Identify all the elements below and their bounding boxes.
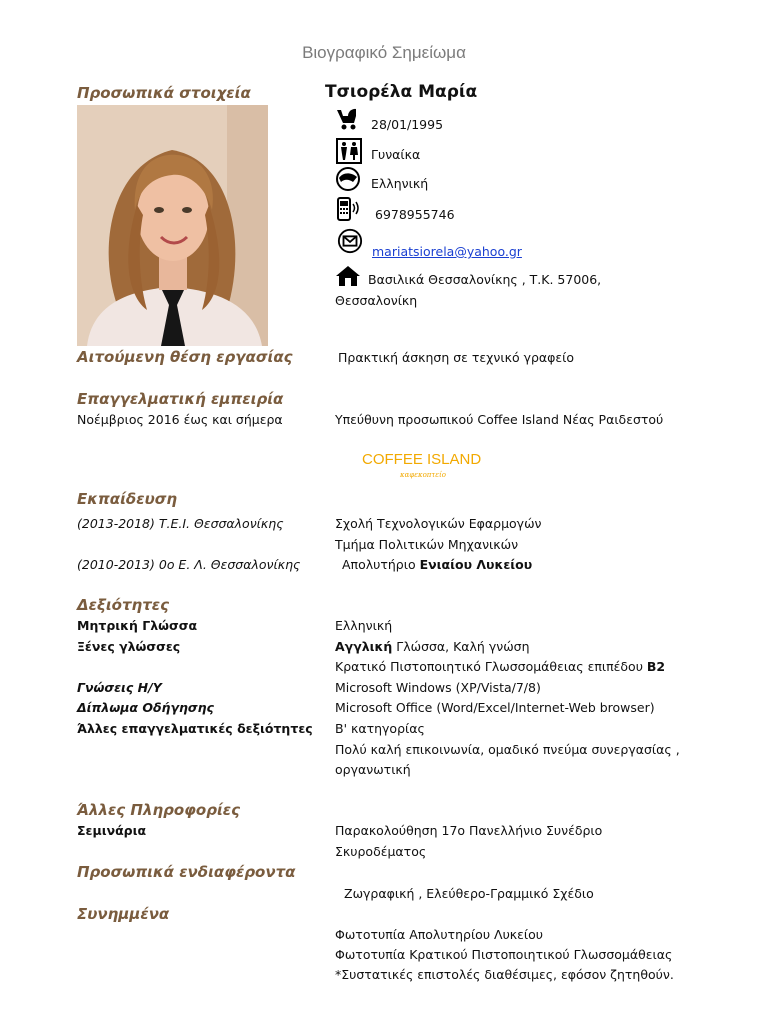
- nationality: Ελληνική: [371, 176, 429, 191]
- skill-other-label: Άλλες επαγγελματικές δεξιότητες: [77, 721, 313, 736]
- interests-value: Ζωγραφική , Ελεύθερο-Γραμμικό Σχέδιο: [344, 886, 594, 901]
- skill-license-value: Β' κατηγορίας: [335, 721, 425, 736]
- section-other-info: Άλλες Πληροφορίες: [77, 801, 241, 819]
- skill-other-value-1: Πολύ καλή επικοινωνία, ομαδικό πνεύμα συνεργασίας ,: [335, 742, 680, 757]
- education-row-1-department: Τμήμα Πολιτικών Μηχανικών: [335, 537, 519, 552]
- phone-icon: [335, 196, 361, 226]
- attachment-item-1: Φωτοτυπία Απολυτηρίου Λυκείου: [335, 927, 544, 942]
- section-personal: Προσωπικά στοιχεία: [77, 84, 251, 102]
- gender: Γυναίκα: [371, 147, 421, 162]
- education-row-1-school: Σχολή Τεχνολογικών Εφαρμογών: [335, 516, 542, 531]
- restroom-icon: [336, 138, 362, 168]
- stroller-icon: [334, 106, 360, 136]
- address-line-1: Βασιλικά Θεσσαλονίκης , Τ.Κ. 57006,: [368, 272, 602, 287]
- seminars-value-1: Παρακολούθηση 17ο Πανελλήνιο Συνέδριο: [335, 823, 603, 838]
- education-row-2-degree: Απολυτήριο Ενιαίου Λυκείου: [342, 557, 533, 572]
- skill-it-value: Microsoft Windows (XP/Vista/7/8): [335, 680, 541, 695]
- attachment-item-3: *Συστατικές επιστολές διαθέσιμες, εφόσον ζητηθούν.: [335, 967, 674, 982]
- address-line-2: Θεσσαλονίκη: [335, 293, 418, 308]
- education-row-2-period: (2010-2013) 0ο Ε. Λ. Θεσσαλονίκης: [77, 557, 301, 572]
- experience-role: Υπεύθυνη προσωπικού Coffee Island Νέας Ραιδεστού: [335, 412, 664, 427]
- birth-date: 28/01/1995: [371, 117, 444, 132]
- skill-native-value: Ελληνική: [335, 618, 393, 633]
- section-experience: Επαγγελματική εμπειρία: [77, 390, 284, 408]
- skill-foreign-value: Αγγλική Γλώσσα, Καλή γνώση: [335, 639, 530, 654]
- coffee-island-logo-subtitle: καφεκοπτείο: [400, 471, 446, 479]
- section-position: Αιτούμενη θέση εργασίας: [77, 348, 293, 366]
- mail-icon: [337, 228, 363, 258]
- email-link[interactable]: mariatsiorela@yahoo.gr: [372, 244, 522, 259]
- profile-photo: [77, 105, 268, 346]
- home-icon: [335, 263, 361, 293]
- education-row-1-period: (2013-2018) Τ.Ε.Ι. Θεσσαλονίκης: [77, 516, 284, 531]
- person-name: Τσιορέλα Μαρία: [325, 82, 478, 102]
- skill-office-value: Microsoft Office (Word/Excel/Internet-Web browser): [335, 700, 655, 715]
- section-interests: Προσωπικά ενδιαφέροντα: [77, 863, 296, 881]
- section-attachments: Συνημμένα: [77, 905, 170, 923]
- skill-foreign-label: Ξένες γλώσσες: [77, 639, 181, 654]
- position-value: Πρακτική άσκηση σε τεχνικό γραφείο: [338, 350, 575, 365]
- attachment-item-2: Φωτοτυπία Κρατικού Πιστοποιητικού Γλωσσομάθειας: [335, 947, 673, 962]
- skill-language-certificate: Κρατικό Πιστοποιητικό Γλωσσομάθειας επιπέδου Β2: [335, 659, 666, 674]
- coffee-island-logo: COFFEE ISLAND: [362, 451, 482, 468]
- document-title: Βιογραφικό Σημείωμα: [302, 43, 466, 62]
- experience-period: Νοέμβριος 2016 έως και σήμερα: [77, 412, 283, 427]
- seminars-value-2: Σκυροδέματος: [335, 844, 427, 859]
- skill-it-label: Γνώσεις Η/Υ: [77, 680, 162, 695]
- skill-license-label: Δίπλωμα Οδήγησης: [77, 700, 214, 715]
- seminars-label: Σεμινάρια: [77, 823, 147, 838]
- skill-other-value-2: οργανωτική: [335, 762, 411, 777]
- globe-icon: [335, 166, 361, 196]
- section-education: Εκπαίδευση: [77, 490, 178, 508]
- phone-number: 6978955746: [375, 207, 455, 222]
- skill-native-label: Μητρική Γλώσσα: [77, 618, 198, 633]
- section-skills: Δεξιότητες: [77, 596, 170, 614]
